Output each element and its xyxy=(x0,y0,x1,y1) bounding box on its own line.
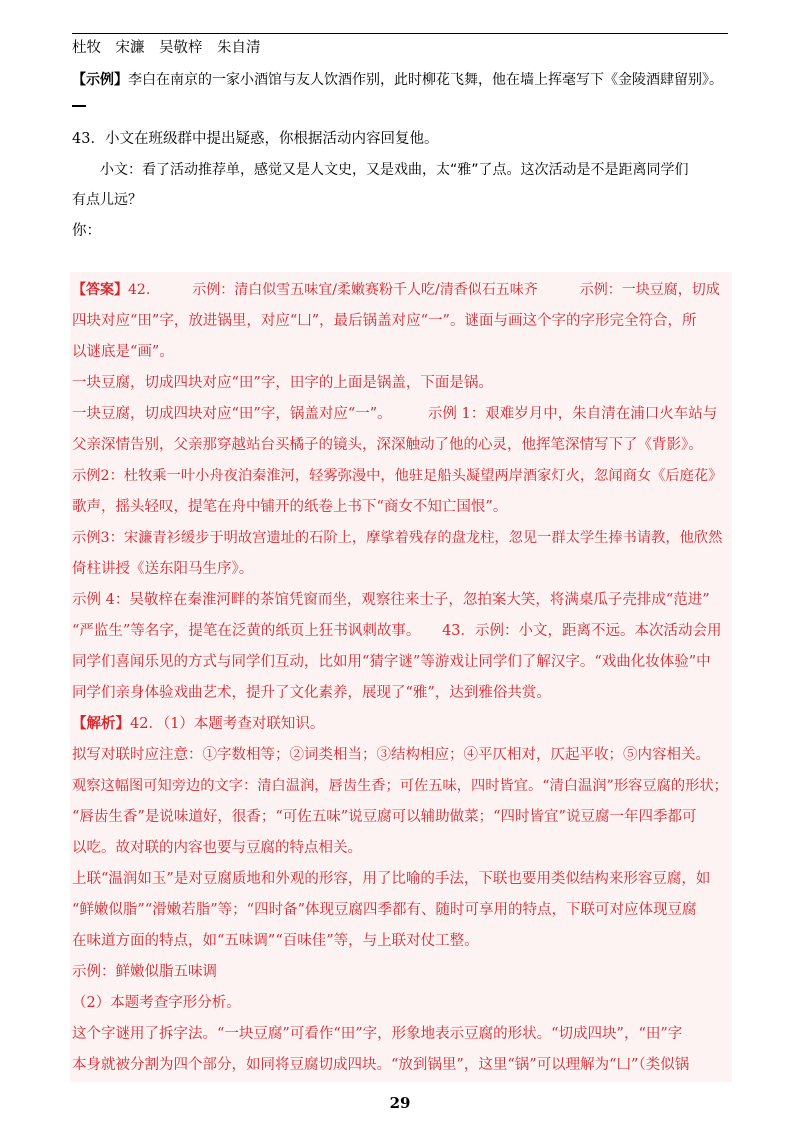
answer-line-0: 【答案】42. 示例：清白似雪五味宜/柔嫩赛粉千人吃/清香似石五味齐 示例：一块豆腐，切成 xyxy=(72,282,720,298)
answer-line-1: 四块对应“田”字，放进锅里，对应“凵”，最后锅盖对应“一”。谜面与画这个字的字形完全符合，所 xyxy=(72,313,697,329)
answer-line-8: 示例3：宋濂青衫缓步于明故宫遗址的石阶上，摩挲着残存的盘龙柱，忽见一群太学生捧书请教，他欣然 xyxy=(72,530,723,546)
analysis-line-10: 这个字谜用了拆字法。“一块豆腐”可看作“田”字，形象地表示豆腐的形状。“切成四块”，“田”字 xyxy=(72,1026,683,1042)
quote-line-1: 小文：看了活动推荐单，感觉又是人文史，又是戏曲，太“雅”了点。这次活动是不是距离同学们 xyxy=(100,162,689,178)
page-number: 29 xyxy=(389,1094,411,1112)
analysis-line-3: “唇齿生香”是说味道好，很香；“可佐五味”说豆腐可以辅助做菜；“四时皆宜”说豆腐一年四季都可 xyxy=(72,809,697,825)
analysis-line-7: 在味道方面的特点，如“五味调”“百味佳”等，与上联对仗工整。 xyxy=(72,933,479,949)
answer-line-12: 同学们喜闻乐见的方式与同学们互动，比如用“猜字谜”等游戏让同学们了解汉字。“戏曲化妆体验”中 xyxy=(72,654,711,670)
analysis-line-6: “鲜嫩似脂”“滑嫩若脂”等；“四时备”体现豆腐四季都有、随时可享用的特点，下联可对应体现豆腐 xyxy=(72,902,697,918)
answer-line-7: 歌声，摇头轻叹，提笔在舟中铺开的纸卷上书下“商女不知亡国恨”。 xyxy=(72,499,508,515)
answer-analysis-box xyxy=(70,272,732,1082)
example-tag: 【示例】 xyxy=(72,72,128,88)
example-text: 李白在南京的一家小酒馆与友人饮酒作别，此时柳花飞舞，他在墙上挥毫写下《金陵酒肆留别》。 xyxy=(128,72,723,88)
analysis-line-8: 示例：鲜嫩似脂五味调 xyxy=(72,964,217,980)
answer-line-3: 一块豆腐，切成四块对应“田”字，田字的上面是锅盖，下面是锅。 xyxy=(72,375,493,391)
answer-line-4: 一块豆腐，切成四块对应“田”字，锅盖对应“一”。 示例 1：艰难岁月中，朱自清在浦口火车站与 xyxy=(72,406,718,422)
example-line xyxy=(72,70,723,90)
analysis-tag: 【解析】 xyxy=(72,715,130,732)
analysis-line-5: 上联“温润如玉”是对豆腐质地和外观的形容，用了比喻的手法，下联也要用类似结构来形容豆腐，如 xyxy=(72,871,711,887)
analysis-line-1: 拟写对联时应注意：①字数相等；②词类相当；③结构相应；④平仄相对，仄起平收；⑤内容相关。 xyxy=(72,747,710,763)
quote-line-2: 有点儿远？ xyxy=(72,192,142,208)
answer-line-10: 示例 4：吴敬梓在秦淮河畔的茶馆凭窗而坐，观察往来士子，忽拍案大笑，将满桌瓜子壳排成“范进” xyxy=(72,592,710,608)
analysis-line-2: 观察这幅图可知旁边的文字：清白温润，唇齿生香；可佐五味，四时皆宜。“清白温润”形容豆腐的形状； xyxy=(72,778,728,794)
top-rule xyxy=(72,33,728,34)
analysis-line-9: （2）本题考查字形分析。 xyxy=(72,995,241,1011)
answer-line-9: 倚柱讲授《送东阳马生序》。 xyxy=(72,561,254,577)
analysis-line-11: 本身就被分割为四个部分，如同将豆腐切成四块。“放到锅里”，这里“锅”可以理解为“凵”（类似锅 xyxy=(72,1057,690,1073)
analysis-line-4: 以吃。故对联的内容也要与豆腐的特点相关。 xyxy=(72,840,362,856)
question-43-prompt: 43．小文在班级群中提出疑惑，你根据活动内容回复他。 xyxy=(72,131,439,147)
answer-blank-dash xyxy=(72,105,86,107)
answer-line-13: 同学们亲身体验戏曲艺术，提升了文化素养，展现了“雅”，达到雅俗共赏。 xyxy=(72,685,551,701)
answer-tag: 【答案】 xyxy=(72,282,128,298)
names-line: 杜牧 宋濂 吴敬梓 朱自清 xyxy=(72,40,261,56)
answer-line-11: “严监生”等名字，提笔在泛黄的纸页上狂书讽刺故事。 43．示例：小文，距离不远。本次活动会用 xyxy=(72,623,722,639)
answer-line-5: 父亲深情告别，父亲那穿越站台买橘子的镜头，深深触动了他的心灵，他挥笔深情写下了《背影》。 xyxy=(72,437,703,453)
answer-line-6: 示例2：杜牧乘一叶小舟夜泊秦淮河，轻雾弥漫中，他驻足船头凝望两岸酒家灯火，忽闻商女《后庭花》 xyxy=(72,468,723,484)
analysis-line-0: 【解析】42．（1）本题考查对联知识。 xyxy=(72,715,325,732)
reply-label: 你： xyxy=(72,223,101,239)
answer-line-2: 以谜底是“画”。 xyxy=(72,344,174,360)
